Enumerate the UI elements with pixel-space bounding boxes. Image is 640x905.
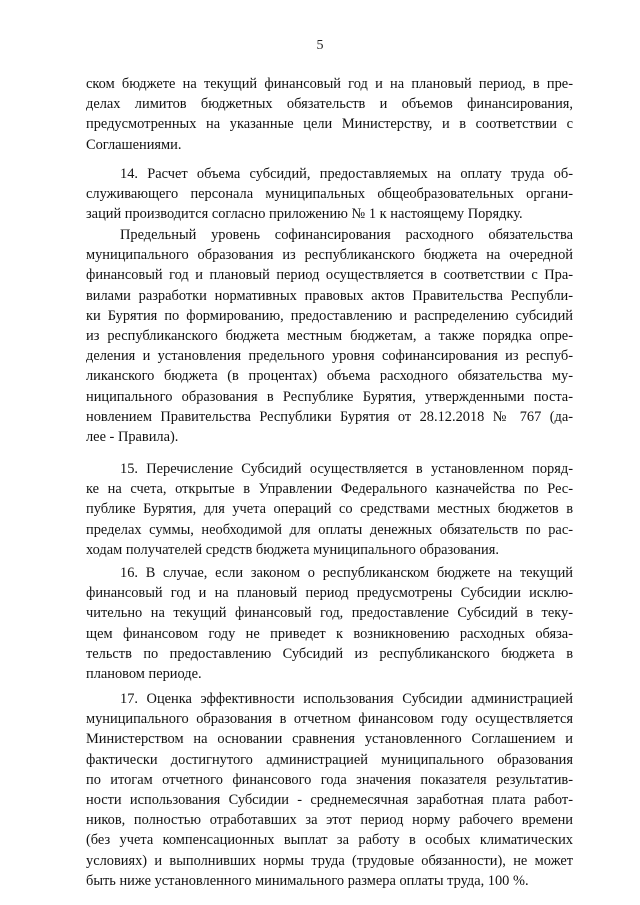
text-line: ниципального образования в Республике Бурятия, утвержденными поста- xyxy=(86,388,573,405)
text-line: по итогам отчетного финансового года значения показателя результатив- xyxy=(86,771,573,788)
text-line: служивающего персонала муниципальных общеобразовательных органи- xyxy=(86,186,573,203)
paragraph-continuation xyxy=(86,74,573,155)
text-line: ликанского бюджета (в процентах) объема расходного обязательства му- xyxy=(86,368,573,385)
text-line: условиях) и выполнивших нормы труда (трудовые обязанности), не может xyxy=(86,852,573,869)
text-line: Предельный уровень софинансирования расходного обязательства xyxy=(120,227,573,243)
text-line: финансовый год и плановый период осуществляется в соответствии с Пра- xyxy=(86,267,573,284)
text-line: из республиканского бюджета местным бюджетам, а также порядка опре- xyxy=(86,327,573,344)
text-line: муниципального образования в отчетном финансовом году осуществляется xyxy=(86,711,573,728)
text-line: предусмотренных на указанные цели Министерству, и в соответствии с xyxy=(86,116,573,133)
text-line: ходам получателей средств бюджета муниципального образования. xyxy=(86,541,499,558)
text-line: ки Бурятия по формированию, предоставлению и распределению субсидий xyxy=(86,307,573,324)
text-line: лее - Правила). xyxy=(86,428,179,445)
text-line: публике Бурятия, для учета операций со средствами местных бюджетов в xyxy=(86,501,573,518)
text-line: плановом периоде. xyxy=(86,665,202,682)
text-line: (без учета компенсационных выплат за работу в особых климатических xyxy=(86,832,573,849)
text-line: муниципального образования из республиканского бюджета на очередной xyxy=(86,247,573,264)
paragraph-16 xyxy=(86,563,573,684)
text-line: 16. В случае, если законом о республиканском бюджете на текущий xyxy=(120,565,573,581)
text-line: заций производится согласно приложению № 1 к настоящему Порядку. xyxy=(86,206,523,223)
text-line: пределах суммы, необходимой для оплаты денежных обязательств по рас- xyxy=(86,521,573,538)
paragraph-14-cofinancing xyxy=(86,225,573,447)
text-line: новлением Правительства Республики Бурятия от 28.12.2018 № 767 (да- xyxy=(86,408,573,425)
text-line: 17. Оценка эффективности использования Субсидии администрацией xyxy=(120,691,573,707)
text-line: Соглашениями. xyxy=(86,136,182,153)
text-line: деления и установления предельного уровня софинансирования из респуб- xyxy=(86,348,573,365)
text-line: делах лимитов бюджетных обязательств и объемов финансирования, xyxy=(86,96,573,113)
text-line: фактически достигнутого администрацией муниципального образования xyxy=(86,751,573,768)
text-line: ности использования Субсидии - среднемесячная заработная плата работ- xyxy=(86,791,573,808)
paragraph-14 xyxy=(86,164,573,225)
text-line: Министерством на основании сравнения установленного Соглашением и xyxy=(86,731,573,748)
text-line: тельств по предоставлению Субсидий из республиканского бюджета в xyxy=(86,645,573,662)
page-number: 5 xyxy=(316,38,324,53)
text-line: щем финансовом году не приведет к возникновению расходных обяза- xyxy=(86,625,573,642)
text-line: финансовый год и на плановый период предусмотрены Субсидии исклю- xyxy=(86,585,573,602)
text-line: вилами разработки нормативных правовых актов Правительства Республи- xyxy=(86,287,573,304)
text-line: 14. Расчет объема субсидий, предоставляемых на оплату труда об- xyxy=(120,166,573,182)
text-line: ке на счета, открытые в Управлении Федерального казначейства по Рес- xyxy=(86,481,573,498)
text-line: чительно на текущий финансовый год, предоставление Субсидий в теку- xyxy=(86,605,573,622)
text-line: ском бюджете на текущий финансовый год и на плановый период, в пре- xyxy=(86,76,573,92)
paragraph-15 xyxy=(86,459,573,560)
text-line: ников, полностью отработавших за этот период норму рабочего времени xyxy=(86,812,573,829)
text-line: 15. Перечисление Субсидий осуществляется в установленном поряд- xyxy=(120,461,573,477)
paragraph-17 xyxy=(86,689,573,891)
text-line: быть ниже установленного минимального размера оплаты труда, 100 %. xyxy=(86,872,529,889)
